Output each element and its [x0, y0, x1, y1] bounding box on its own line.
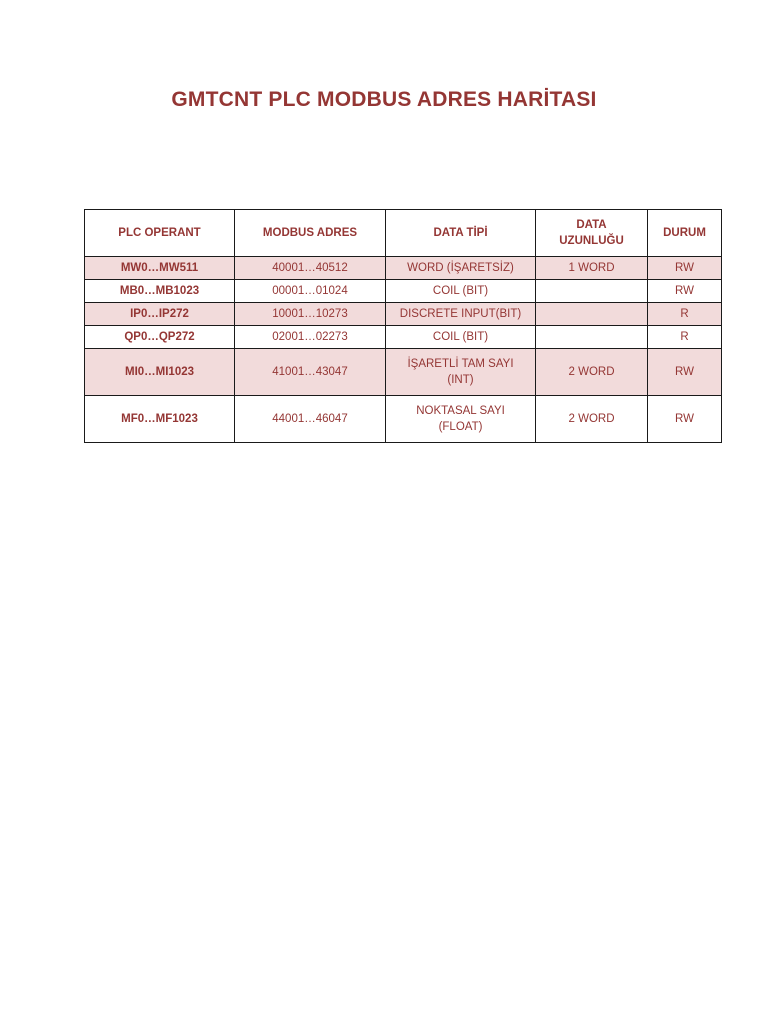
table-row [85, 396, 722, 443]
table-row [85, 326, 722, 349]
table-row [85, 349, 722, 396]
cell-durum: RW [648, 349, 722, 396]
table-row [85, 257, 722, 280]
cell-tip: NOKTASAL SAYI (FLOAT) [386, 396, 536, 443]
cell-operant: QP0…QP272 [85, 326, 235, 349]
modbus-address-table [84, 209, 722, 443]
cell-tip: WORD (İŞARETSİZ) [386, 257, 536, 280]
cell-durum: RW [648, 280, 722, 303]
cell-durum: R [648, 303, 722, 326]
cell-adres: 41001…43047 [235, 349, 386, 396]
header-modbus-adres: MODBUS ADRES [235, 210, 386, 257]
header-durum: DURUM [648, 210, 722, 257]
cell-uzunluk: 2 WORD [536, 396, 648, 443]
cell-uzunluk [536, 280, 648, 303]
cell-tip: DISCRETE INPUT(BIT) [386, 303, 536, 326]
cell-operant: MF0…MF1023 [85, 396, 235, 443]
cell-uzunluk [536, 303, 648, 326]
header-data-uzunlugu: DATA UZUNLUĞU [536, 210, 648, 257]
table-row [85, 280, 722, 303]
header-data-tipi: DATA TİPİ [386, 210, 536, 257]
cell-tip: COIL (BIT) [386, 280, 536, 303]
cell-durum: R [648, 326, 722, 349]
cell-operant: MI0…MI1023 [85, 349, 235, 396]
cell-operant: MW0…MW511 [85, 257, 235, 280]
table-row [85, 303, 722, 326]
page-title: GMTCNT PLC MODBUS ADRES HARİTASI [171, 88, 597, 111]
cell-adres: 10001…10273 [235, 303, 386, 326]
cell-tip: İŞARETLİ TAM SAYI (INT) [386, 349, 536, 396]
cell-uzunluk [536, 326, 648, 349]
table-header-row [85, 210, 722, 257]
cell-operant: MB0…MB1023 [85, 280, 235, 303]
cell-uzunluk: 2 WORD [536, 349, 648, 396]
cell-adres: 44001…46047 [235, 396, 386, 443]
cell-adres: 00001…01024 [235, 280, 386, 303]
cell-operant: IP0…IP272 [85, 303, 235, 326]
cell-tip: COIL (BIT) [386, 326, 536, 349]
cell-uzunluk: 1 WORD [536, 257, 648, 280]
cell-adres: 02001…02273 [235, 326, 386, 349]
header-plc-operant: PLC OPERANT [85, 210, 235, 257]
cell-durum: RW [648, 396, 722, 443]
cell-durum: RW [648, 257, 722, 280]
cell-adres: 40001…40512 [235, 257, 386, 280]
